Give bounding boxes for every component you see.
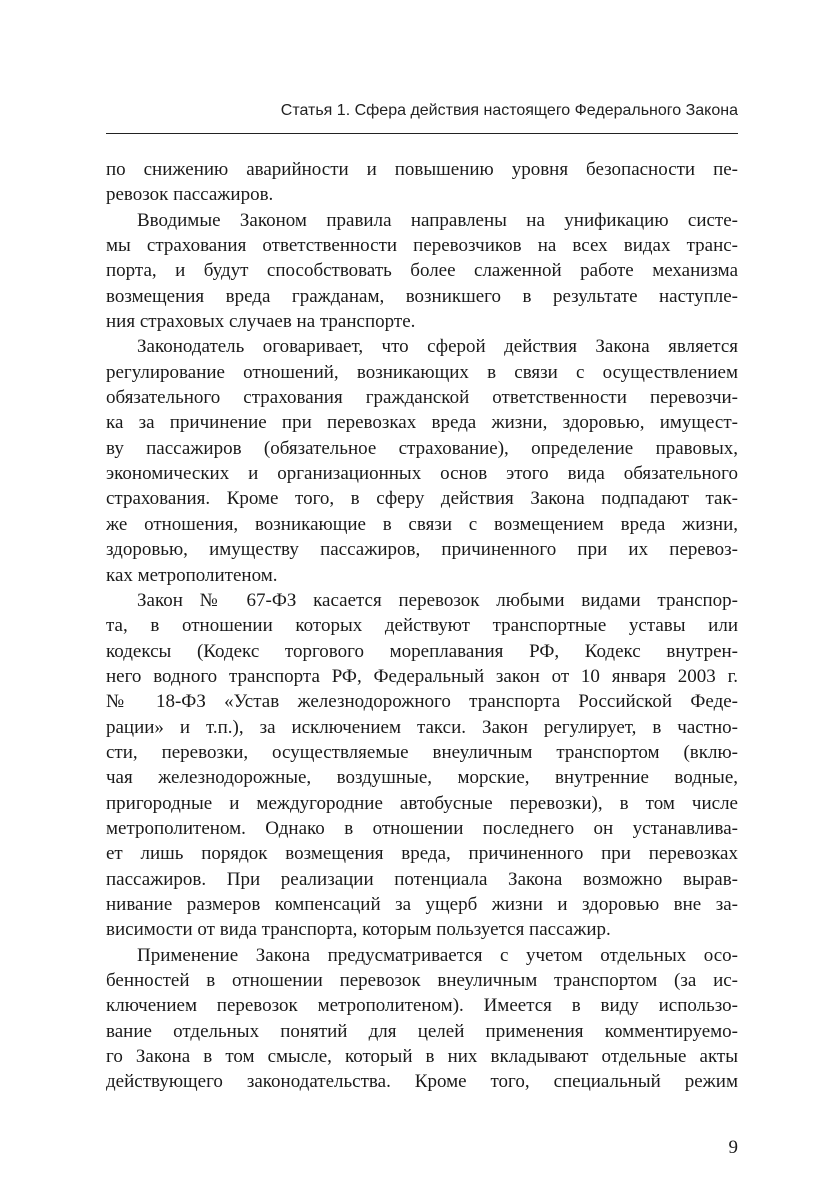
text-line: страхования. Кроме того, в сферу действия Закона подпадают так-: [106, 488, 738, 510]
paragraph-2: [106, 208, 738, 335]
text-line: по снижению аварийности и повышению уровня безопасности пе-: [106, 159, 738, 180]
text-line: пассажиров. При реализации потенциала Закона возможно вырав-: [106, 868, 738, 890]
text-line: возмещения вреда гражданам, возникшего в результате наступле-: [106, 285, 738, 307]
paragraph-4: [106, 588, 738, 943]
text-line: Применение Закона предусматривается с учетом отдельных осо-: [137, 944, 738, 966]
text-line: № 18-ФЗ «Устав железнодорожного транспорта Российской Феде-: [106, 691, 738, 713]
text-line: го Закона в том смысле, который в них вкладывают отдельные акты: [106, 1046, 738, 1068]
text-line: ревозок пассажиров.: [106, 184, 274, 206]
paragraph-5: [106, 943, 738, 1095]
text-line: ет лишь порядок возмещения вреда, причиненного при перевозках: [106, 843, 738, 865]
text-line: регулирование отношений, возникающих в связи с осуществлением: [106, 361, 738, 383]
text-line: мы страхования ответственности перевозчиков на всех видах транс-: [106, 235, 738, 257]
paragraph-3: [106, 334, 738, 587]
text-line: нивание размеров компенсаций за ущерб жизни и здоровью вне за-: [106, 893, 738, 915]
text-line: экономических и организационных основ этого вида обязательного: [106, 463, 738, 485]
text-line: бенностей в отношении перевозок внеуличным транспортом (за ис-: [106, 970, 738, 991]
text-line: ках метрополитеном.: [106, 564, 278, 586]
running-head: Статья 1. Сфера действия настоящего Федерального Закона: [280, 102, 738, 119]
text-line: кодексы (Кодекс торгового мореплавания РФ, Кодекс внутрен-: [106, 640, 738, 662]
text-line: порта, и будут способствовать более слаженной работе механизма: [106, 260, 738, 282]
text-line: та, в отношении которых действуют транспортные уставы или: [106, 615, 738, 637]
text-line: ву пассажиров (обязательное страхование), определение правовых,: [106, 437, 738, 459]
text-line: метрополитеном. Однако в отношении последнего он устанавлива-: [106, 817, 738, 839]
text-line: действующего законодательства. Кроме того, специальный режим: [106, 1071, 738, 1093]
text-line: Вводимые Законом правила направлены на унификацию систе-: [137, 209, 738, 231]
text-line: ключением перевозок метрополитеном). Имеется в виду использо-: [106, 995, 738, 1017]
text-line: висимости от вида транспорта, которым пользуется пассажир.: [106, 919, 611, 941]
text-line: него водного транспорта РФ, Федеральный закон от 10 января 2003 г.: [106, 665, 738, 687]
text-line: Законодатель оговаривает, что сферой действия Закона является: [137, 336, 738, 358]
text-line: здоровью, имуществу пассажиров, причиненного при их перевоз-: [106, 539, 738, 561]
header-rule: [106, 133, 738, 134]
text-line: рации» и т.п.), за исключением такси. Закон регулирует, в частно-: [106, 716, 738, 738]
text-line: пригородные и междугородние автобусные перевозки), в том числе: [106, 792, 738, 814]
paragraph-1: [106, 157, 738, 208]
text-line: вание отдельных понятий для целей применения комментируемо-: [106, 1020, 738, 1042]
text-line: Закон № 67-ФЗ касается перевозок любыми видами транспор-: [137, 589, 738, 611]
text-line: же отношения, возникающие в связи с возмещением вреда жизни,: [106, 513, 738, 535]
text-line: ния страховых случаев на транспорте.: [106, 311, 416, 333]
text-line: чая железнодорожные, воздушные, морские, внутренние водные,: [106, 767, 738, 789]
text-line: сти, перевозки, осуществляемые внеуличным транспортом (вклю-: [106, 741, 738, 763]
body-text: [106, 157, 738, 1095]
page-number: 9: [728, 1137, 738, 1158]
text-line: ка за причинение при перевозках вреда жизни, здоровью, имущест-: [106, 412, 738, 434]
text-line: обязательного страхования гражданской ответственности перевозчи-: [106, 387, 738, 409]
